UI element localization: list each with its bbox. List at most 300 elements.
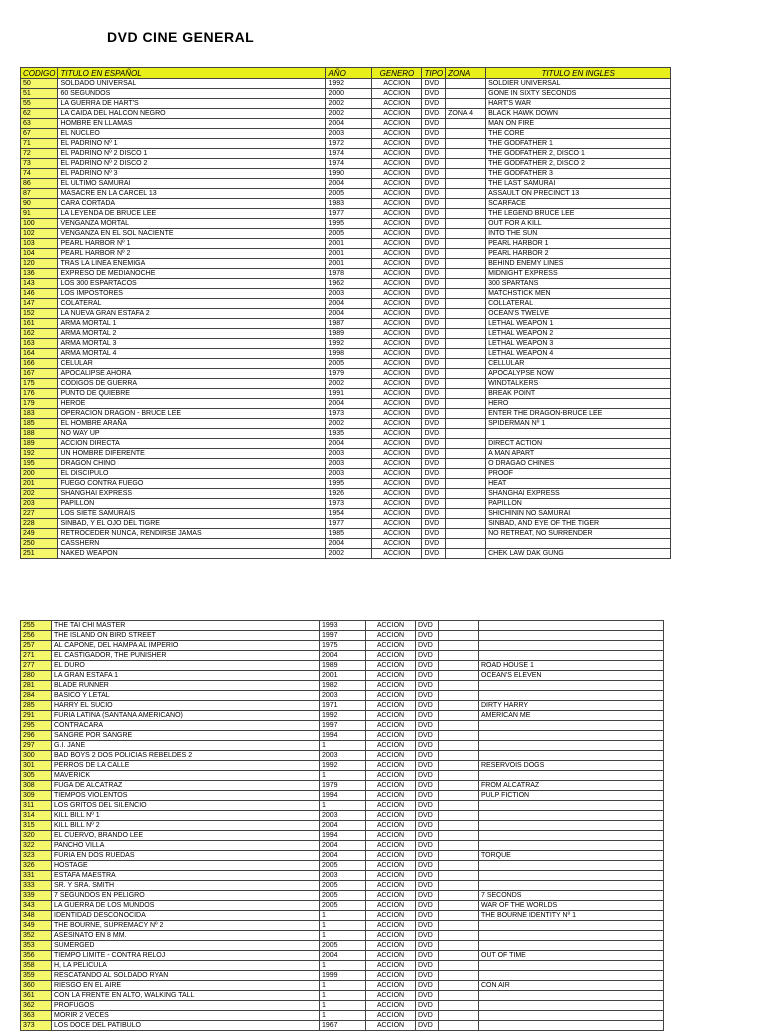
cell-year: 2001: [320, 671, 366, 681]
cell-code: 373: [21, 1021, 52, 1031]
cell-code: 228: [21, 519, 58, 529]
cell-title-en: O DRAGAO CHINES: [486, 459, 671, 469]
cell-title-es: LA GUERRA DE HART'S: [58, 99, 326, 109]
cell-code: 227: [21, 509, 58, 519]
cell-title-es: KILL BILL Nº 2: [52, 821, 320, 831]
cell-genre: ACCION: [372, 549, 422, 559]
table-row: [21, 751, 664, 761]
cell-type: DVD: [422, 489, 446, 499]
cell-zone: [446, 399, 486, 409]
table-row: [21, 209, 671, 219]
cell-title-es: TIEMPO LIMITE - CONTRA RELOJ: [52, 951, 320, 961]
cell-code: 90: [21, 199, 58, 209]
cell-code: 202: [21, 489, 58, 499]
cell-code: 195: [21, 459, 58, 469]
cell-year: 1: [320, 911, 366, 921]
cell-year: 2005: [326, 229, 372, 239]
header-row: [21, 68, 671, 79]
cell-type: DVD: [416, 671, 439, 681]
cell-genre: ACCION: [366, 861, 416, 871]
cell-year: 1971: [320, 701, 366, 711]
cell-title-en: DIRTY HARRY: [479, 701, 664, 711]
cell-genre: ACCION: [366, 981, 416, 991]
table-row: [21, 369, 671, 379]
table-row: [21, 459, 671, 469]
cell-title-en: HERO: [486, 399, 671, 409]
cell-title-es: EL ULTIMO SAMURAI: [58, 179, 326, 189]
table-row: [21, 781, 664, 791]
cell-genre: ACCION: [372, 429, 422, 439]
cell-year: 1983: [326, 199, 372, 209]
cell-title-es: MASACRE EN LA CARCEL 13: [58, 189, 326, 199]
cell-type: DVD: [422, 459, 446, 469]
cell-title-es: SR. Y SRA. SMITH: [52, 881, 320, 891]
cell-genre: ACCION: [366, 791, 416, 801]
cell-title-en: [479, 1001, 664, 1011]
table-row: [21, 911, 664, 921]
cell-zone: [446, 459, 486, 469]
cell-year: 1987: [326, 319, 372, 329]
cell-title-en: [479, 641, 664, 651]
cell-zone: [446, 389, 486, 399]
cell-code: 343: [21, 901, 52, 911]
cell-genre: ACCION: [366, 971, 416, 981]
cell-zone: [439, 801, 479, 811]
cell-zone: [446, 249, 486, 259]
cell-title-es: BASICO Y LETAL: [52, 691, 320, 701]
cell-zone: [446, 169, 486, 179]
cell-code: 360: [21, 981, 52, 991]
cell-type: DVD: [416, 851, 439, 861]
cell-genre: ACCION: [372, 79, 422, 89]
cell-type: DVD: [422, 519, 446, 529]
cell-year: 1: [320, 931, 366, 941]
cell-title-en: COLLATERAL: [486, 299, 671, 309]
cell-zone: [439, 871, 479, 881]
cell-year: 1: [320, 921, 366, 931]
cell-genre: ACCION: [366, 891, 416, 901]
cell-zone: [446, 119, 486, 129]
table-row: [21, 631, 664, 641]
cell-title-en: DIRECT ACTION: [486, 439, 671, 449]
cell-code: 315: [21, 821, 52, 831]
table-row: [21, 249, 671, 259]
cell-type: DVD: [422, 479, 446, 489]
cell-year: 2004: [326, 399, 372, 409]
table-row: [21, 179, 671, 189]
cell-genre: ACCION: [366, 711, 416, 721]
cell-title-en: GONE IN SIXTY SECONDS: [486, 89, 671, 99]
cell-genre: ACCION: [372, 319, 422, 329]
cell-year: 2005: [320, 881, 366, 891]
cell-title-es: EL HOMBRE ARAÑA: [58, 419, 326, 429]
cell-year: 2004: [320, 841, 366, 851]
cell-title-en: [479, 631, 664, 641]
table-row: [21, 109, 671, 119]
cell-zone: [439, 681, 479, 691]
cell-genre: ACCION: [366, 671, 416, 681]
cell-type: DVD: [422, 109, 446, 119]
cell-type: DVD: [422, 239, 446, 249]
table-row: [21, 449, 671, 459]
cell-title-en: THE BOURNE IDENTITY Nº 1: [479, 911, 664, 921]
cell-code: 73: [21, 159, 58, 169]
cell-title-en: OCEAN'S ELEVEN: [479, 671, 664, 681]
cell-code: 300: [21, 751, 52, 761]
cell-year: 1999: [320, 971, 366, 981]
cell-code: 309: [21, 791, 52, 801]
cell-year: 2004: [326, 439, 372, 449]
cell-genre: ACCION: [372, 139, 422, 149]
cell-zone: [446, 439, 486, 449]
cell-zone: [446, 149, 486, 159]
cell-zone: [439, 891, 479, 901]
table-row: [21, 711, 664, 721]
cell-year: 1995: [326, 479, 372, 489]
cell-year: 1997: [320, 721, 366, 731]
cell-code: 256: [21, 631, 52, 641]
cell-type: DVD: [422, 219, 446, 229]
cell-title-en: LETHAL WEAPON 2: [486, 329, 671, 339]
cell-type: DVD: [422, 469, 446, 479]
cell-genre: ACCION: [366, 931, 416, 941]
cell-title-en: [479, 651, 664, 661]
cell-zone: [446, 179, 486, 189]
cell-title-es: NAKED WEAPON: [58, 549, 326, 559]
table-row: [21, 129, 671, 139]
cell-type: DVD: [416, 821, 439, 831]
cell-title-en: [479, 921, 664, 931]
cell-title-es: SUMERGED: [52, 941, 320, 951]
table-row: [21, 409, 671, 419]
cell-code: 192: [21, 449, 58, 459]
table-row: [21, 691, 664, 701]
cell-title-es: PEARL HARBOR Nº 1: [58, 239, 326, 249]
cell-zone: [446, 319, 486, 329]
cell-code: 87: [21, 189, 58, 199]
cell-title-en: MIDNIGHT EXPRESS: [486, 269, 671, 279]
cell-year: 2001: [326, 259, 372, 269]
cell-title-es: OPERACION DRAGON - BRUCE LEE: [58, 409, 326, 419]
cell-code: 301: [21, 761, 52, 771]
cell-code: 363: [21, 1011, 52, 1021]
cell-code: 358: [21, 961, 52, 971]
cell-year: 1935: [326, 429, 372, 439]
cell-code: 284: [21, 691, 52, 701]
cell-code: 188: [21, 429, 58, 439]
cell-zone: [446, 159, 486, 169]
cell-type: DVD: [416, 761, 439, 771]
cell-title-en: [479, 801, 664, 811]
cell-genre: ACCION: [372, 129, 422, 139]
cell-zone: [446, 429, 486, 439]
table-row: [21, 329, 671, 339]
cell-title-es: PERROS DE LA CALLE: [52, 761, 320, 771]
cell-title-es: PEARL HARBOR Nº 2: [58, 249, 326, 259]
cell-code: 86: [21, 179, 58, 189]
cell-title-en: [479, 861, 664, 871]
cell-code: 249: [21, 529, 58, 539]
cell-title-es: LOS IMPOSTORES: [58, 289, 326, 299]
cell-genre: ACCION: [372, 259, 422, 269]
cell-type: DVD: [416, 731, 439, 741]
cell-zone: [446, 499, 486, 509]
cell-year: 1997: [320, 631, 366, 641]
table-row: [21, 901, 664, 911]
table-row: [21, 439, 671, 449]
cell-genre: ACCION: [372, 299, 422, 309]
cell-genre: ACCION: [372, 479, 422, 489]
cell-type: DVD: [422, 549, 446, 559]
cell-type: DVD: [422, 359, 446, 369]
cell-genre: ACCION: [366, 751, 416, 761]
cell-title-en: OUT OF TIME: [479, 951, 664, 961]
cell-code: 74: [21, 169, 58, 179]
cell-title-es: EL DISCIPULO: [58, 469, 326, 479]
cell-genre: ACCION: [366, 621, 416, 631]
cell-code: 136: [21, 269, 58, 279]
cell-zone: [446, 269, 486, 279]
cell-zone: [439, 851, 479, 861]
cell-title-en: [479, 1011, 664, 1021]
cell-type: DVD: [416, 631, 439, 641]
cell-zone: [439, 621, 479, 631]
cell-title-es: CODIGOS DE GUERRA: [58, 379, 326, 389]
cell-genre: ACCION: [366, 841, 416, 851]
cell-title-en: CON AIR: [479, 981, 664, 991]
cell-title-en: MAN ON FIRE: [486, 119, 671, 129]
table-row: [21, 1011, 664, 1021]
cell-zone: [439, 791, 479, 801]
cell-zone: [439, 961, 479, 971]
cell-year: 2001: [326, 239, 372, 249]
cell-code: 91: [21, 209, 58, 219]
cell-year: 1989: [320, 661, 366, 671]
cell-type: DVD: [416, 921, 439, 931]
cell-title-es: TRAS LA LINEA ENEMIGA: [58, 259, 326, 269]
cell-title-es: DRAGON CHINO: [58, 459, 326, 469]
cell-genre: ACCION: [366, 801, 416, 811]
cell-year: 1962: [326, 279, 372, 289]
cell-type: DVD: [416, 641, 439, 651]
cell-title-en: [479, 681, 664, 691]
cell-zone: [439, 1021, 479, 1031]
cell-type: DVD: [416, 711, 439, 721]
cell-title-es: EL PADRINO Nº 2 DISCO 2: [58, 159, 326, 169]
cell-year: 1: [320, 771, 366, 781]
cell-code: 176: [21, 389, 58, 399]
cell-year: 1982: [320, 681, 366, 691]
table-row: [21, 349, 671, 359]
cell-type: DVD: [416, 811, 439, 821]
cell-title-es: PAPILLON: [58, 499, 326, 509]
cell-year: 1978: [326, 269, 372, 279]
cell-code: 163: [21, 339, 58, 349]
cell-title-es: FURIA EN DOS RUEDAS: [52, 851, 320, 861]
cell-type: DVD: [422, 399, 446, 409]
cell-type: DVD: [416, 691, 439, 701]
table-row: [21, 741, 664, 751]
cell-genre: ACCION: [366, 951, 416, 961]
cell-year: 1979: [326, 369, 372, 379]
cell-type: DVD: [416, 621, 439, 631]
cell-title-en: [479, 941, 664, 951]
header-zone: ZONA: [446, 68, 486, 79]
cell-year: 2002: [326, 99, 372, 109]
cell-title-es: MAVERICK: [52, 771, 320, 781]
cell-genre: ACCION: [372, 399, 422, 409]
cell-genre: ACCION: [372, 529, 422, 539]
cell-year: 2004: [320, 951, 366, 961]
table-row: [21, 831, 664, 841]
cell-zone: [446, 199, 486, 209]
cell-title-en: BEHIND ENEMY LINES: [486, 259, 671, 269]
cell-title-en: SHANGHAI EXPRESS: [486, 489, 671, 499]
cell-year: 1: [320, 1001, 366, 1011]
cell-type: DVD: [416, 891, 439, 901]
cell-zone: [446, 329, 486, 339]
cell-zone: [446, 369, 486, 379]
table-row: [21, 731, 664, 741]
cell-code: 166: [21, 359, 58, 369]
cell-title-en: [479, 821, 664, 831]
cell-zone: [439, 751, 479, 761]
cell-zone: [439, 901, 479, 911]
cell-zone: [446, 519, 486, 529]
cell-genre: ACCION: [372, 289, 422, 299]
cell-zone: [446, 539, 486, 549]
header-year: AÑO: [326, 68, 372, 79]
cell-title-en: [479, 831, 664, 841]
cell-zone: [446, 339, 486, 349]
cell-type: DVD: [422, 189, 446, 199]
cell-title-en: CELLULAR: [486, 359, 671, 369]
cell-code: 295: [21, 721, 52, 731]
cell-genre: ACCION: [366, 881, 416, 891]
cell-type: DVD: [416, 791, 439, 801]
cell-year: 1: [320, 981, 366, 991]
table-row: [21, 139, 671, 149]
cell-year: 1967: [320, 1021, 366, 1031]
cell-title-es: IDENTIDAD DESCONOCIDA: [52, 911, 320, 921]
table-row: [21, 671, 664, 681]
cell-title-en: 300 SPARTANS: [486, 279, 671, 289]
cell-title-es: LA GRAN ESTAFA 1: [52, 671, 320, 681]
cell-zone: [439, 721, 479, 731]
cell-type: DVD: [422, 249, 446, 259]
cell-type: DVD: [416, 941, 439, 951]
cell-title-es: HARRY EL SUCIO: [52, 701, 320, 711]
cell-genre: ACCION: [372, 329, 422, 339]
cell-title-es: NO WAY UP: [58, 429, 326, 439]
cell-year: 1972: [326, 139, 372, 149]
cell-genre: ACCION: [372, 189, 422, 199]
cell-year: 1975: [320, 641, 366, 651]
cell-type: DVD: [422, 99, 446, 109]
cell-title-es: HOMBRE EN LLAMAS: [58, 119, 326, 129]
cell-title-es: SANGRE POR SANGRE: [52, 731, 320, 741]
cell-code: 189: [21, 439, 58, 449]
cell-title-en: PEARL HARBOR 1: [486, 239, 671, 249]
cell-year: 2004: [326, 119, 372, 129]
cell-type: DVD: [416, 781, 439, 791]
cell-zone: [439, 971, 479, 981]
cell-type: DVD: [422, 179, 446, 189]
cell-genre: ACCION: [366, 1021, 416, 1031]
cell-genre: ACCION: [372, 199, 422, 209]
header-title-en: TITULO EN INGLES: [486, 68, 671, 79]
cell-genre: ACCION: [372, 159, 422, 169]
cell-title-en: SOLDIER UNIVERSAL: [486, 79, 671, 89]
cell-code: 201: [21, 479, 58, 489]
cell-genre: ACCION: [366, 731, 416, 741]
cell-code: 271: [21, 651, 52, 661]
table-row: [21, 811, 664, 821]
cell-year: 2003: [326, 459, 372, 469]
cell-type: DVD: [422, 509, 446, 519]
cell-code: 281: [21, 681, 52, 691]
cell-title-en: CHEK LAW DAK GUNG: [486, 549, 671, 559]
table-row: [21, 99, 671, 109]
cell-title-en: PULP FICTION: [479, 791, 664, 801]
table-row: [21, 79, 671, 89]
cell-title-en: FROM ALCATRAZ: [479, 781, 664, 791]
cell-code: 203: [21, 499, 58, 509]
cell-genre: ACCION: [366, 821, 416, 831]
cell-code: 356: [21, 951, 52, 961]
cell-title-es: PUNTO DE QUIEBRE: [58, 389, 326, 399]
cell-year: 2002: [326, 549, 372, 559]
cell-title-es: ASESINATO EN 8 MM.: [52, 931, 320, 941]
cell-code: 103: [21, 239, 58, 249]
cell-title-en: [479, 881, 664, 891]
cell-title-en: [486, 539, 671, 549]
cell-zone: [446, 129, 486, 139]
cell-year: 2004: [326, 539, 372, 549]
cell-genre: ACCION: [366, 1011, 416, 1021]
cell-title-en: [479, 931, 664, 941]
cell-code: 305: [21, 771, 52, 781]
table-row: [21, 229, 671, 239]
cell-genre: ACCION: [366, 851, 416, 861]
cell-type: DVD: [416, 881, 439, 891]
cell-code: 291: [21, 711, 52, 721]
cell-year: 2004: [326, 309, 372, 319]
cell-type: DVD: [416, 991, 439, 1001]
cell-year: 2001: [326, 249, 372, 259]
header-title-es: TITULO EN ESPAÑOL: [58, 68, 326, 79]
cell-year: 1993: [320, 621, 366, 631]
table-row: [21, 519, 671, 529]
cell-zone: [439, 911, 479, 921]
cell-year: 1985: [326, 529, 372, 539]
cell-year: 1: [320, 991, 366, 1001]
cell-genre: ACCION: [372, 309, 422, 319]
cell-title-es: THE TAI CHI MASTER: [52, 621, 320, 631]
cell-zone: [446, 549, 486, 559]
cell-year: 2005: [326, 189, 372, 199]
table-row: [21, 549, 671, 559]
cell-title-en: ASSAULT ON PRECINCT 13: [486, 189, 671, 199]
cell-genre: ACCION: [372, 499, 422, 509]
cell-title-es: BAD BOYS 2 DOS POLICIAS REBELDES 2: [52, 751, 320, 761]
cell-zone: [439, 1001, 479, 1011]
table-row: [21, 239, 671, 249]
cell-title-en: THE GODFATHER 2, DISCO 2: [486, 159, 671, 169]
cell-type: DVD: [422, 159, 446, 169]
cell-code: 297: [21, 741, 52, 751]
cell-year: 2003: [326, 289, 372, 299]
